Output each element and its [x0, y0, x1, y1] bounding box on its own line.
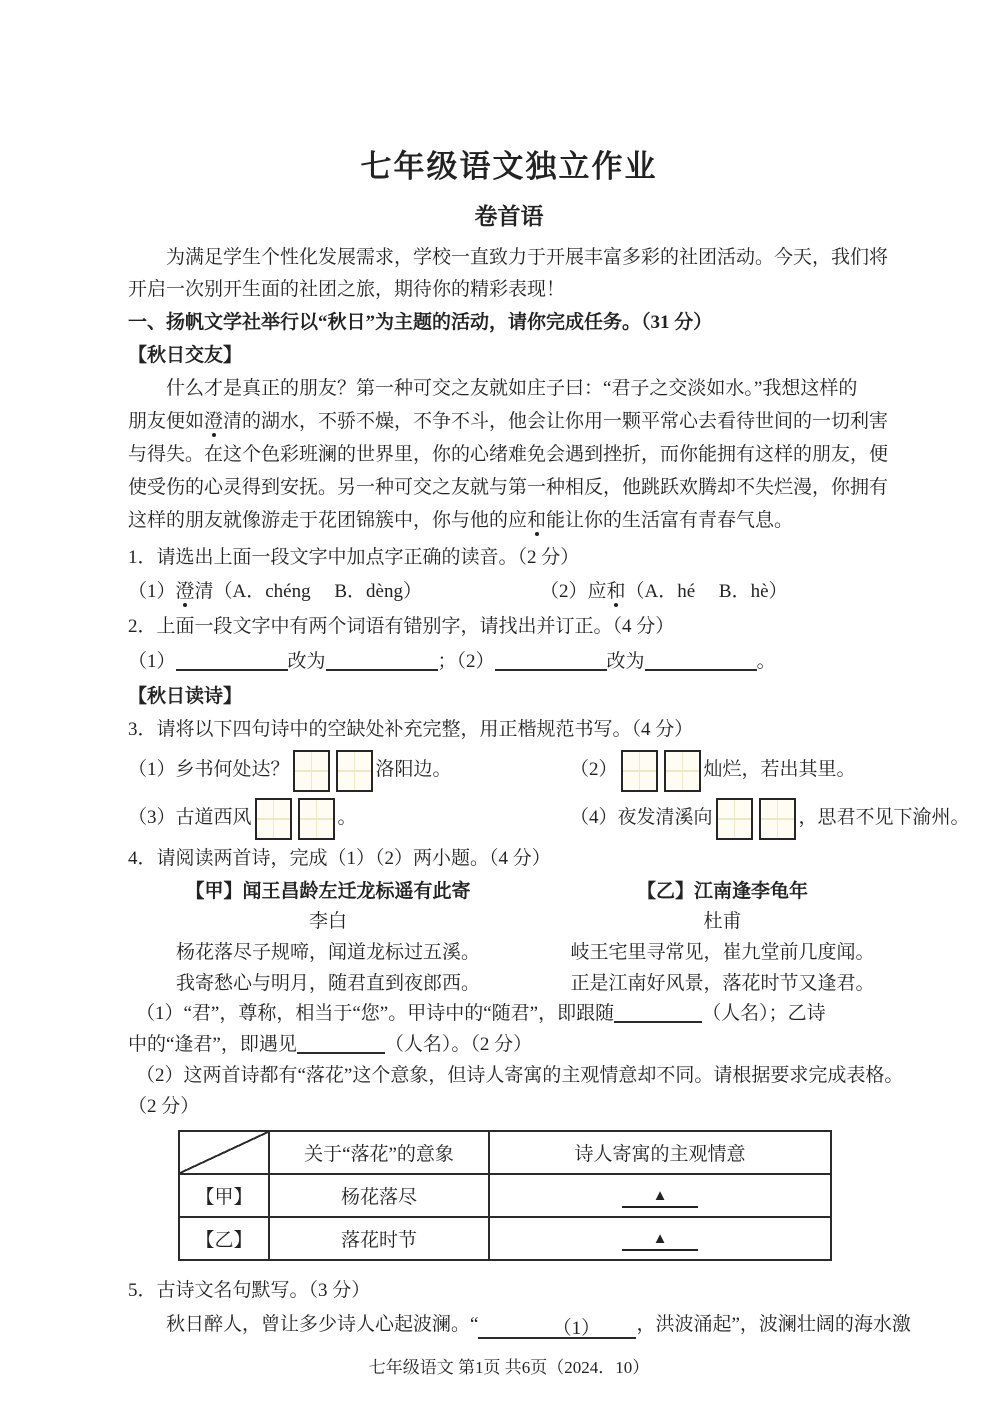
poem-jia-title: 【甲】闻王昌龄左迁龙标遥有此寄	[185, 881, 471, 902]
text-run: 清（A．chéng B．dèng）	[194, 581, 422, 602]
text-run: （2）	[570, 759, 618, 780]
text-run: ，洪波涌起”，波澜壮阔的海水激	[636, 1314, 911, 1335]
poem-jia-author: 李白	[308, 911, 347, 932]
text-run: （人名）；乙诗	[702, 1003, 826, 1024]
table-row	[179, 1217, 831, 1260]
text-run: 清的湖水，不骄不燥，不争不斗，他会让你用一颗平常心去看待世间的一切利害	[223, 411, 889, 432]
question-4-stem: 4．请阅读两首诗，完成（1）（2）两小题。（4 分）	[128, 848, 551, 869]
poem-comparison	[128, 877, 890, 999]
text-run: 改为	[606, 651, 645, 672]
page-title: 七年级语文独立作业	[360, 149, 658, 184]
question-4-sub1-line-1	[128, 999, 890, 1029]
passage-line	[128, 504, 890, 537]
text-run: ，思君不见下渝州。	[798, 807, 970, 828]
text-run: ；（2）	[437, 651, 495, 672]
preface-line-1: 为满足学生个性化发展需求，学校一直致力于开展丰富多彩的社团活动。今天，我们将	[166, 247, 889, 268]
emphasized-dotted-char: 澄	[204, 411, 224, 432]
poem-jia	[128, 877, 528, 999]
table-row-yi-answer-cell	[489, 1217, 831, 1260]
text-run: （1）乡书何处达？	[128, 759, 290, 780]
tag-autumn-friends: 【秋日交友】	[128, 345, 243, 366]
answer-placeholder-triangle: ▲	[622, 1187, 698, 1208]
emphasized-dotted-char: 和	[527, 510, 547, 531]
poem-jia-line-1: 杨花落尽子规啼，闻道龙标过五溪。	[175, 942, 480, 963]
handwriting-answer-box	[621, 750, 658, 792]
preface-heading: 卷首语	[474, 204, 544, 229]
text-run: （A．hé B．hè）	[625, 581, 788, 602]
text-run: 洛阳边。	[375, 759, 452, 780]
emphasized-dotted-char: 和	[606, 581, 626, 602]
question-3-item-1	[128, 746, 570, 794]
question-3-item-2	[570, 746, 856, 794]
answer-blank	[176, 649, 288, 671]
question-3-row-2	[128, 794, 970, 842]
table-row	[179, 1174, 831, 1217]
text-run: （人名）。（2 分）	[384, 1034, 533, 1055]
poem-yi-line-1: 岐王宅里寻常见，崔九堂前几度闻。	[570, 942, 875, 963]
answer-blank	[326, 649, 438, 671]
text-run: （1）	[128, 581, 176, 602]
table-header-row	[179, 1131, 831, 1174]
handwriting-answer-box	[255, 798, 292, 840]
question-2-stem: 2．上面一段文字中有两个词语有错别字，请找出并订正。（4 分）	[128, 616, 675, 637]
handwriting-answer-box	[664, 750, 701, 792]
answer-blank: （1）	[478, 1317, 636, 1339]
page-content	[128, 146, 970, 1383]
passage-line	[128, 405, 890, 438]
question-2-answer-blanks	[128, 643, 890, 680]
text-run: 中的“逢君”，即遇见	[128, 1034, 297, 1055]
page-footer: 七年级语文 第1页 共6页（2024．10）	[368, 1358, 650, 1377]
table-header-imagery: 关于“落花”的意象	[269, 1131, 489, 1174]
preface-line-2: 开启一次别开生面的社团之旅，期待你的精彩表现！	[128, 279, 566, 300]
table-header-emotion: 诗人寄寓的主观情意	[489, 1131, 831, 1174]
section-1-heading: 一、扬帆文学社举行以“秋日”为主题的活动，请你完成任务。（31 分）	[128, 312, 713, 333]
text-run: （4）夜发清溪向	[570, 807, 713, 828]
table-row-jia-answer-cell	[489, 1174, 831, 1217]
text-run: 秋日醉人，曾让多少诗人心起波澜。“	[166, 1314, 479, 1335]
question-3-stem: 3．请将以下四句诗中的空缺处补充完整，用正楷规范书写。（4 分）	[128, 719, 694, 740]
poem-jia-line-2: 我寄愁心与明月，随君直到夜郎西。	[175, 973, 480, 994]
question-1-options	[128, 574, 890, 610]
text-run: 与得失。在这个色彩班澜的世界里，你的心绪难免会遇到挫折，而你能拥有这样的朋友，便	[128, 444, 889, 465]
question-5-line	[128, 1307, 911, 1343]
text-run: （3）古道西风	[128, 807, 252, 828]
question-4-sub1-line-2	[128, 1029, 890, 1060]
poem-yi-line-2: 正是江南好风景，落花时节又逢君。	[570, 973, 875, 994]
table-row-yi-label: 【乙】	[179, 1217, 269, 1260]
text-run: 朋友便如	[128, 411, 205, 432]
question-5-stem: 5．古诗文名句默写。（3 分）	[128, 1280, 371, 1301]
text-run: 什么才是真正的朋友？第一种可交之友就如庄子曰：“君子之交淡如水。”我想这样的	[166, 378, 858, 399]
question-4-sub2-line-1: （2）这两首诗都有“落花”这个意象，但诗人寄寓的主观情意却不同。请根据要求完成表格。	[136, 1065, 904, 1086]
passage-line	[128, 372, 890, 405]
text-run: （2）应	[539, 581, 607, 602]
handwriting-answer-box	[759, 798, 796, 840]
text-run: 这样的朋友就像游走于花团锦簇中，你与他的应	[128, 510, 528, 531]
question-3-item-3	[128, 794, 570, 842]
poem-yi	[555, 877, 890, 999]
question-1-stem: 1．请选出上面一段文字中加点字正确的读音。（2 分）	[128, 547, 580, 568]
question-3-row-1	[128, 746, 890, 794]
answer-blank	[645, 649, 757, 671]
table-diagonal-cell	[179, 1131, 269, 1174]
answer-blank	[297, 1032, 385, 1054]
poem-yi-title: 【乙】江南逢李龟年	[636, 881, 808, 902]
handwriting-answer-box	[298, 798, 335, 840]
passage-line	[128, 471, 890, 504]
text-run: （1）	[128, 651, 176, 672]
handwriting-answer-box	[293, 750, 330, 792]
tag-autumn-poetry: 【秋日读诗】	[128, 686, 243, 707]
text-run: 灿烂，若出其里。	[703, 759, 856, 780]
question-3-item-4	[570, 794, 970, 842]
poem-yi-author: 杜甫	[703, 911, 742, 932]
text-run: 能让你的生活富有青春气息。	[546, 510, 794, 531]
answer-blank	[495, 649, 607, 671]
text-run: 使受伤的心灵得到安抚。另一种可交之友就与第一种相反，他跳跃欢腾却不失烂漫，你拥有	[128, 477, 889, 498]
text-run: 。	[756, 651, 776, 672]
text-run: 改为	[287, 651, 326, 672]
text-run: （1）“君”，尊称，相当于“您”。甲诗中的“随君”，即跟随	[136, 1003, 615, 1024]
passage-line	[128, 438, 890, 471]
table-row-yi-imagery: 落花时节	[269, 1217, 489, 1260]
table-row-jia-imagery: 杨花落尽	[269, 1174, 489, 1217]
handwriting-answer-box	[336, 750, 373, 792]
imagery-comparison-table	[178, 1130, 832, 1261]
answer-placeholder-triangle: ▲	[622, 1230, 698, 1251]
question-4-sub2-line-2: （2 分）	[128, 1096, 200, 1117]
table-row-jia-label: 【甲】	[179, 1174, 269, 1217]
emphasized-dotted-char: 澄	[175, 581, 195, 602]
text-run: 。	[337, 807, 357, 828]
answer-blank	[614, 1001, 702, 1023]
handwriting-answer-box	[716, 798, 753, 840]
